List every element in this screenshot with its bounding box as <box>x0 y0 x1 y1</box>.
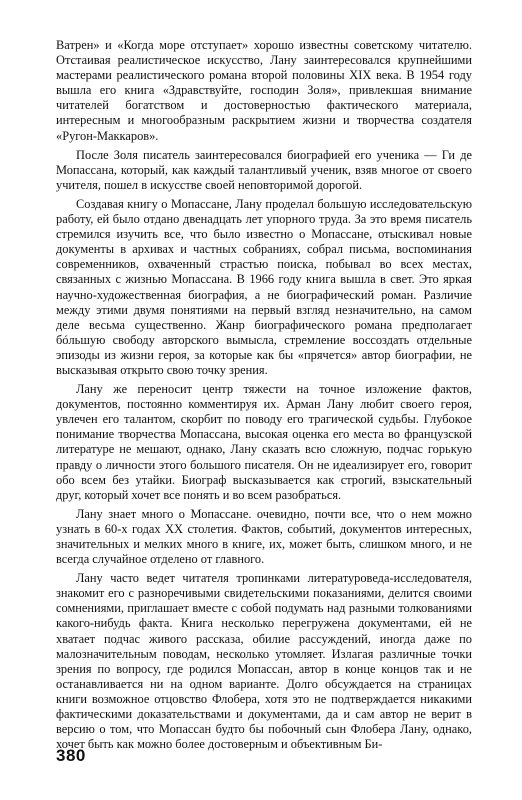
paragraph-5: Лану знает много о Мопассане. очевидно, почти все, что о нем можно узнать в 60-х годах XX столетия. Фактов, событий, документов интересных, значительных и мелких много в книге, их, может быть, слишком много, и не всегда случайное отделено от главного. <box>56 506 472 567</box>
page-number: 380 <box>56 746 86 765</box>
paragraph-3: Создавая книгу о Мопассане, Лану проделал большую исследовательскую работу, ей было отдано двенадцать лет упорного труда. За это время писатель стремился изучить все, что было известно о Мопассане, отыскивал новые документы в архивах и частных собраниях, собрал письма, воспоминания современников, охваченный страстью поиска, побывал во всех местах, связанных с жизнью Мопассана. В 1966 году книга вышла в свет. Это яркая научно-художественная биография, а не биографический роман. Различие между этими двумя понятиями на первый взгляд незначительно, на самом деле весьма существенно. Жанр биографического романа предполагает бóльшую свободу авторского вымысла, стремление воссоздать отдельные эпизоды из жизни героя, за которые как бы «прячется» автор биографии, не высказывая открыто свою точку зрения. <box>56 196 472 377</box>
paragraph-6: Лану часто ведет читателя тропинками литературоведа-исследователя, знакомит его с разноречивыми свидетельскими показаниями, делится своими сомнениями, приглашает вместе с собой подумать над разными толкованиями какого-нибудь факта. Книга несколько перегружена документами, ей не хватает подчас живого рассказа, обилие рассуждений, иногда даже по малозначительным поводам, несколько утомляет. Излагая различные точки зрения по вопросу, где родился Мопассан, автор в конце концов так и не останавливается ни на одном варианте. Долго обсуждается на страницах книги возможное отцовство Флобера, хотя это не подтверждается никакими фактическими доказательствами и документами, да и сам автор не верит в версию о том, что Мопассан будто бы побочный сын Флобера Лану, однако, хочет быть как можно более достоверным и объективным Би- <box>56 571 472 752</box>
page-body <box>56 38 472 756</box>
paragraph-4: Лану же переносит центр тяжести на точное изложение фактов, документов, постоянно комментируя их. Арман Лану любит своего героя, увлечен его талантом, скорбит по поводу его трагической судьбы. Глубокое понимание творчества Мопассана, высокая оценка его места во французской литературе не мешают, однако, Лану сказать всю сложную, подчас горькую правду о личности этого большого писателя. Он не идеализирует его, говорит обо всем без утайки. Биограф высказывается как строгий, взыскательный друг, который хочет все понять и во всем разобраться. <box>56 382 472 502</box>
paragraph-1: Ватрен» и «Когда море отступает» хорошо известны советскому читателю. Отстаивая реалистическое искусство, Лану заинтересовался крупнейшими мастерами реалистического романа второй половины XIX века. В 1954 году вышла его книга «Здравствуйте, господин Золя», привлекшая внимание читателей богатством и достоверностью фактического материала, интересным и многообразным раскрытием жизни и творчества создателя «Ругон-Маккаров». <box>56 38 472 143</box>
paragraph-2: После Золя писатель заинтересовался биографией его ученика — Ги де Мопассана, который, как каждый талантливый ученик, взяв многое от своего учителя, пошел в искусстве своей неповторимой дорогой. <box>56 147 472 192</box>
